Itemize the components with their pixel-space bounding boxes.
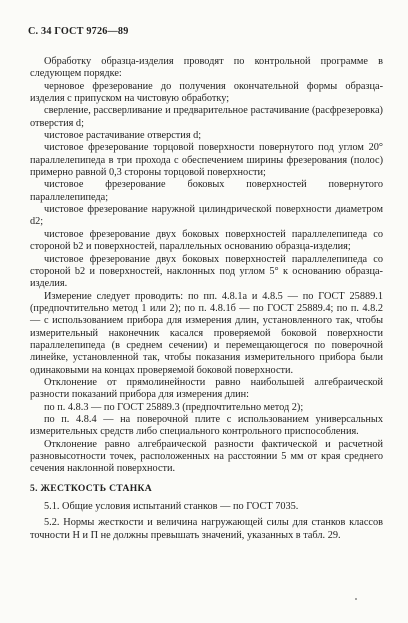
paragraph: Отклонение равно алгебраической разности фактической и расчетной разновысотности точек, расположенных на расстоянии 5 мм от края среднего сечения наклонной поверхности. [30, 438, 383, 475]
paragraph: чистовое фрезерование двух боковых поверхностей параллелепипеда со стороной b2 и поверхностей, наклонных под углом 5° к основанию образца-изделия. [30, 253, 383, 290]
page-header: С. 34 ГОСТ 9726—89 [28, 26, 129, 37]
paragraph: 5.1. Общие условия испытаний станков — по ГОСТ 7035. [44, 501, 299, 513]
paragraph: Отклонение от прямолинейности равно наибольшей алгебраической разности показаний прибора для измерения длин: [30, 376, 383, 401]
section-title: 5. ЖЕСТКОСТЬ СТАНКА [30, 482, 152, 494]
paragraph: по п. 4.8.3 — по ГОСТ 25889.3 (предпочтительно метод 2); [44, 401, 304, 413]
paragraph: 5.2. Нормы жесткости и величина нагружающей силы для станков классов точности Н и П не должны превышать значений, указанных в табл. 29. [30, 517, 383, 541]
paragraph: чистовое фрезерование боковых поверхностей повернутого параллелепипеда; [30, 179, 383, 203]
paragraph: чистовое фрезерование двух боковых поверхностей параллелепипеда со стороной b2 и поверхностей, параллельных основанию образца-изделия; [30, 228, 383, 253]
paragraph: чистовое фрезерование торцовой поверхности повернутого под углом 20° параллелепипеда в три прохода с обеспечением ширины фрезерования (полос) примерно равной 0,3 стороны торцовой поверхности; [30, 142, 383, 179]
paragraph: черновое фрезерование до получения окончательной формы образца-изделия с припуском на чистовую обработку; [30, 80, 383, 105]
paragraph: Обработку образца-изделия проводят по контрольной программе в следующем порядке: [30, 56, 383, 80]
paragraph: сверление, рассверливание и предварительное растачивание (расфрезеровка) отверстия d; [30, 105, 383, 129]
scan-speck [355, 598, 357, 600]
paragraph: Измерение следует проводить: по пп. 4.8.1а и 4.8.5 — по ГОСТ 25889.1 (предпочтительно метод 1 или 2); по п. 4.8.1б — по ГОСТ 25889.4; по п. 4.8.2 — с использованием прибора для измерения длин, установленного так, чтобы измерительный наконечник касался проверяемой боковой поверхности параллелепипеда (в среднем сечении) и перемещающегося по поверочной линейке, установленной так, чтобы показания измерительного прибора были одинаковыми на концах проверяемой боковой поверхности. [30, 290, 383, 376]
paragraph: чистовое фрезерование наружной цилиндрической поверхности диаметром d2; [30, 204, 383, 228]
paragraph: чистовое растачивание отверстия d; [44, 130, 202, 142]
document-body [30, 56, 383, 542]
paragraph: по п. 4.8.4 — на поверочной плите с использованием универсальных измерительных средств либо специального контрольного приспособления. [30, 413, 383, 438]
